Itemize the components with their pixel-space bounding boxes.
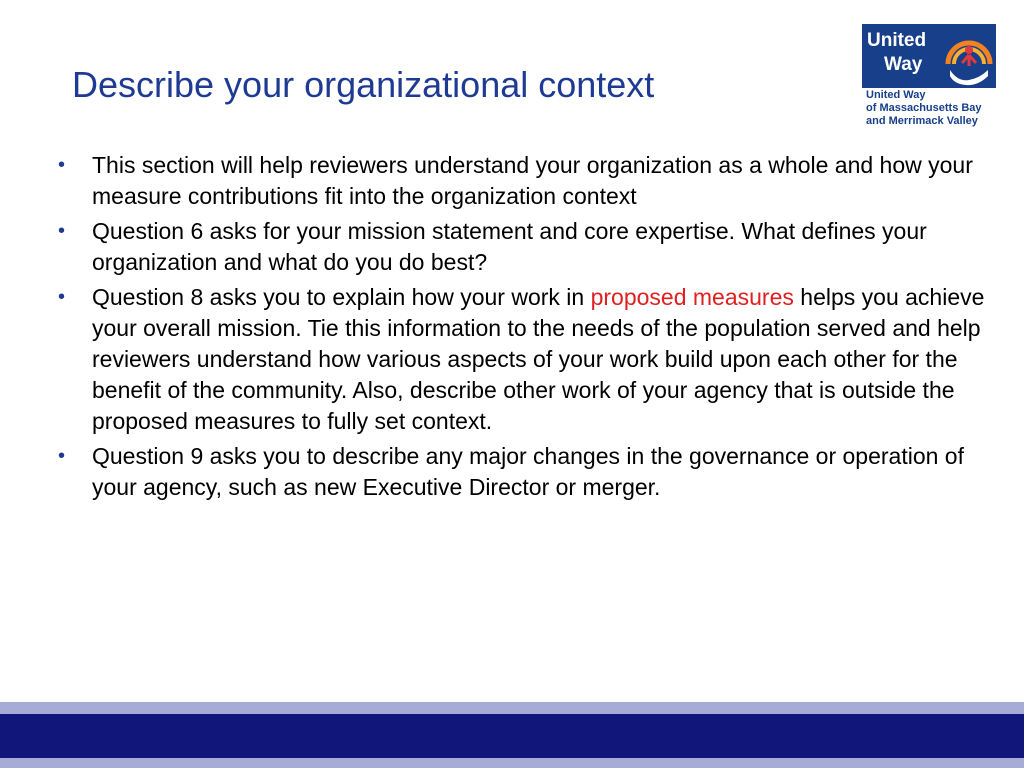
bullet-text: Question 6 asks for your mission statement and core expertise. What defines your organization and what do you do best? bbox=[92, 218, 927, 275]
bullet-text-after: helps you achieve your overall mission. Tie this information to the needs of the population served and help reviewers understand how various aspects of your work build upon each other for the benefit of the community. Also, describe other work of your agency that is outside the proposed measures to fully set context. bbox=[92, 284, 985, 434]
logo-sub-line-2: of Massachusetts Bay bbox=[866, 102, 982, 114]
united-way-logo bbox=[862, 24, 1002, 132]
bullet-item-2 bbox=[54, 216, 989, 278]
logo-subtitle bbox=[866, 89, 1006, 128]
bullet-text: Question 8 asks you to explain how your work in bbox=[92, 284, 591, 310]
bullet-highlight: proposed measures bbox=[590, 284, 794, 310]
bullet-dot: • bbox=[58, 286, 66, 308]
rainbow-hand-icon bbox=[944, 30, 994, 86]
bullet-item-3 bbox=[54, 282, 989, 437]
bullet-text: Question 9 asks you to describe any major changes in the governance or operation of your agency, such as new Executive Director or merger. bbox=[92, 443, 964, 500]
bullet-list bbox=[54, 150, 989, 507]
footer-band-dark bbox=[0, 714, 1024, 758]
logo-word-united: United bbox=[867, 30, 927, 51]
bullet-dot: • bbox=[58, 154, 66, 176]
logo-sub-line-1: United Way bbox=[866, 89, 926, 101]
bullet-text: This section will help reviewers understand your organization as a whole and how your measure contributions fit into the organization context bbox=[92, 152, 973, 209]
bullet-item-1 bbox=[54, 150, 989, 212]
bullet-dot: • bbox=[58, 445, 66, 467]
bullet-item-4 bbox=[54, 441, 989, 503]
logo-word-way: Way bbox=[884, 54, 923, 75]
logo-box bbox=[862, 24, 996, 88]
bullet-dot: • bbox=[58, 220, 66, 242]
footer-band-light-bottom bbox=[0, 758, 1024, 768]
logo-sub-line-3: and Merrimack Valley bbox=[866, 115, 978, 127]
slide-title: Describe your organizational context bbox=[72, 64, 655, 105]
footer-band-light bbox=[0, 702, 1024, 714]
